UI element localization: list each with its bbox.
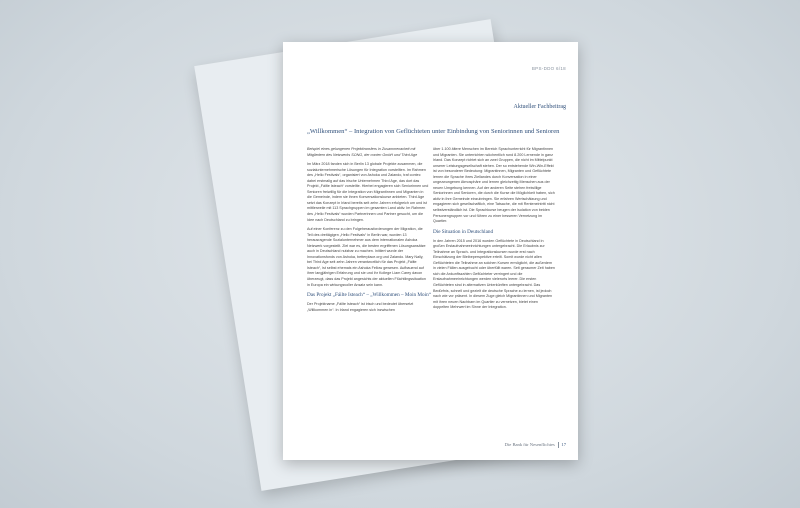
article-title: „Willkommen“ – Integration von Geflüchteten unter Einbindung von Seniorinnen und Senioren bbox=[307, 128, 560, 135]
document-page bbox=[283, 42, 578, 460]
section-heading: Das Projekt „Fáilte Isteach“ – „Willkommen – Moin Moin“ bbox=[307, 292, 431, 299]
paragraph: Im März 2018 fanden sich in Berlin 13 globale Projekte zusammen, die sozialunternehmerische Lösungen für Integration vorstellten. Im Rahmen des „Hello Festivals“, organisiert von Ashoka und Zalando, traf contec dabei erstmalig auf das irische Unternehmen Third Age, das dort das Projekt „Fáilte Isteach“ vorstellte. Hierbei engagieren sich Seniorinnen und Senioren freiwillig für die Integration von Migrantinnen und Migranten in die Gemeinde, indem sie ihnen Konversationskurse anbieten. Third Age setzt das Konzept in Irland bereits seit zehn Jahren erfolgreich um und ist mittlerweile mit 113 Sprachgruppen im gesamten Land aktiv. Im Rahmen des „Hello Festivals“ wurden Partnerinnen und Partner gesucht, um die Idee nach Deutschland zu bringen. bbox=[307, 162, 429, 222]
publication-name: Die Bank für Nesenflichtes bbox=[504, 442, 555, 448]
page-footer bbox=[505, 442, 566, 448]
paragraph: Auf einer Konferenz zu den Folgeherausforderungen der Migration, die Teil des dreitägigen „Hello Festivals“ in Berlin war, wurden 13 herausragende Sozialunternehmer aus dem internationalen Ashoka Netzwerk vorgestellt. Ziel war es, die besten ergriffenen Lösungsansätze auch in Deutschland nutzbar zu machen. Initiiert wurde der Innovationsfonds von Ashoka, betterplace.org und Zalando. Mary Nally, bei Third Age seit zehn Jahren verantwortlich für das Projekt „Fáilte Isteach“, ist selbst ehemals ein Ashoka Fellow gewesen. Aufbauend auf ihrer langjährigen Erfahrung und sie und ihr Kollege Liam Carey davon überzeugt, dass das Projekt angesichts der aktuellen Flüchtlingssituation in Europa ein wirkungsvoller Ansatz sein kann. bbox=[307, 227, 426, 287]
section-heading: Die Situation in Deutschland bbox=[433, 228, 494, 235]
page-code: BPS-DDO 6/18 bbox=[531, 66, 566, 71]
intro-text: Beispiel eines gelungenen Projekttransfers in Zusammenarbeit mit Mitgliedern des Netzwerks SONG, der contec GmbH und Third Age bbox=[307, 147, 418, 157]
paragraph: In den Jahren 2015 und 2016 wurden Geflüchtete in Deutschland in großen Erstaufnahmeeinrichtungen untergebracht. Die Erlaubnis zur Teilnahme an Sprach- und Integrationskursen wurde erst nach Einschätzung der Bleibeperspektive erteilt. Somit wurde nicht allen Geflüchteten die Teilnahme an solchen Kursen ermöglicht, die außerdem in vielen Fällen ausgebucht oder überfüllt waren. Seit geraumer Zeit haben sich die Ankunftszahlen Geflüchteter verringert und die Erstaufnahmeeinrichtungen werden vielerorts leerer. Die ersten Geflüchteten sind in alternativen Unterkünften untergebracht. Das Bedürfnis, schnell und gezielt die deutsche Sprache zu lernen, ist jedoch nach wie vor präsent. In diesem Zuge gleich Migrantinnen und Migranten mit ihren neuen Nachbarn im Quartier zu vernetzen, bietet einen doppelten Mehrwert im Sinne der Integration. bbox=[433, 238, 555, 310]
paragraph: Der Projektname „Fáilte Isteach“ ist irisch und bedeutet übersetzt „Willkommen in“. In Irland engagieren sich inzwischen bbox=[307, 302, 414, 312]
right-column bbox=[433, 147, 555, 315]
section-label: Aktueller Fachbeitrag bbox=[513, 104, 566, 110]
left-column bbox=[307, 147, 429, 317]
paragraph: über 1.100 ältere Menschen im Bereich Sprachunterricht für Migrantinnen und Migranten. Sie unterrichten wöchentlich rund 8.200 Lernende in ganz Irland. Das Konzept richtet sich an zwei Gruppen, die nicht im Mittelpunkt unserer Leistungsgesellschaft stehen. Der so entstehende Win-Win-Effekt ist von besonderer Bedeutung: Migrantinnen, Migranten und Geflüchtete lernen die Sprache ihres Ziellandes durch Konversation in einer ungezwungenen Atmosphäre und lernen gleichzeitig Menschen aus der neuen Umgebung kennen. Auf der anderen Seite stehen freiwillige Seniorinnen und Senioren, die durch die Kurse die Möglichkeit haben, sich aktiv in ihre Gemeinde einzubringen. Sie erfahren Wertschätzung und engagieren sich gesellschaftlich, eine Tatsache, die mit Renteneintritt nicht selbstverständlich ist. Die Sprachkurse beugen der Isolation von beiden Personengruppen vor und führen zu einer besseren Vernetzung im Quartier. bbox=[433, 147, 555, 224]
page-number: 17 bbox=[561, 442, 566, 448]
footer-divider bbox=[558, 442, 559, 448]
